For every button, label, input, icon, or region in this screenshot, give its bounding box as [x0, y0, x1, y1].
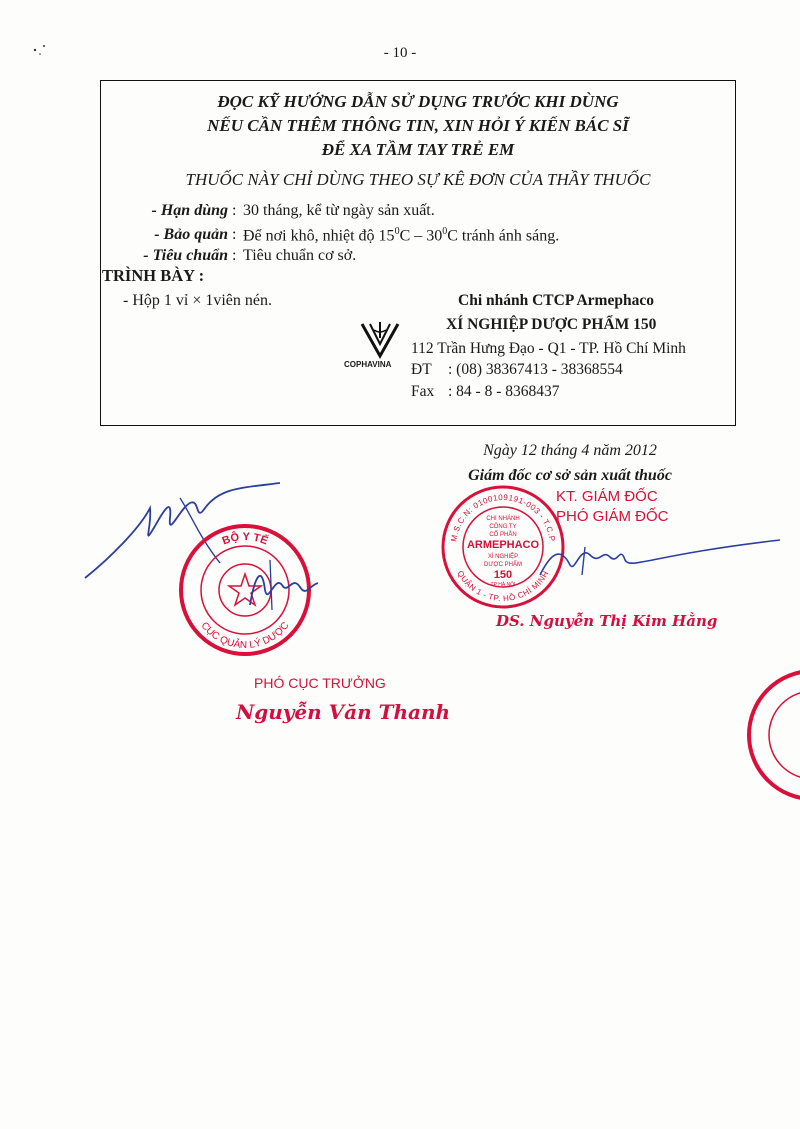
ministry-signature: [240, 555, 330, 615]
presentation-item: - Hộp 1 vỉ × 1viên nén.: [123, 292, 272, 309]
standard-label: - Tiêu chuẩn: [143, 247, 228, 264]
company-fax-label: Fax: [411, 383, 435, 400]
stamp-line: TP HÀ NỘI: [490, 582, 516, 588]
scan-speck: [30, 40, 60, 60]
stamp-line: CỔ PHẦN: [489, 532, 517, 538]
spec-colon: :: [232, 247, 237, 264]
spec-colon: :: [232, 202, 237, 219]
ministry-stamp-ring-top: BỘ Y TẾ: [220, 530, 270, 548]
stamp-line: XÍ NGHIỆP: [487, 554, 519, 560]
kt-director-title: KT. GIÁM ĐỐC: [556, 488, 658, 505]
company-signer-name: DS. Nguyễn Thị Kim Hằng: [496, 612, 718, 630]
page-number: - 10 -: [383, 45, 417, 61]
presentation-title: TRÌNH BÀY :: [102, 266, 205, 285]
warning-read-instructions: ĐỌC KỸ HƯỚNG DẪN SỬ DỤNG TRƯỚC KHI DÙNG: [217, 92, 619, 111]
company-branch: Chi nhánh CTCP Armephaco: [458, 292, 654, 309]
storage-value: Để nơi khô, nhiệt độ $15^0C - 30^0C$ tránh ánh sáng.: [243, 226, 560, 245]
ministry-stamp-ring-bottom: CỤC QUẢN LÝ DƯỢC: [198, 620, 292, 652]
company-fax: : 84 - 8 - 8368437: [448, 383, 560, 400]
warning-keep-from-children: ĐỂ XA TẦM TAY TRẺ EM: [321, 140, 515, 159]
shelf-life-label: - Hạn dùng: [151, 202, 228, 219]
warning-ask-doctor: NẾU CẦN THÊM THÔNG TIN, XIN HỎI Ý KIẾN BÁC SĨ: [207, 116, 629, 135]
deputy-director-title: PHÓ GIÁM ĐỐC: [556, 508, 669, 525]
storage-label: - Bảo quản: [154, 226, 228, 243]
stamp-line: 150: [493, 569, 513, 581]
company-factory: XÍ NGHIỆP DƯỢC PHẨM 150: [446, 316, 657, 333]
company-phone-label: ĐT: [411, 361, 432, 378]
spec-colon: :: [232, 226, 237, 243]
company-phone: : (08) 38367413 - 38368554: [448, 361, 623, 378]
partial-ministry-stamp: [738, 660, 800, 810]
deputy-director-signature: [530, 535, 790, 585]
stamp-line: DƯỢC PHẨM: [484, 562, 522, 568]
stamp-ring-bottom: QUẬN 1 - TP. HỒ CHÍ MINH: [455, 569, 551, 604]
approval-date: Ngày 12 tháng 4 năm 2012: [483, 442, 657, 459]
prescription-only-notice: THUỐC NÀY CHỈ DÙNG THEO SỰ KÊ ĐƠN CỦA THẦY THUỐC: [185, 170, 651, 189]
shelf-life-value: 30 tháng, kể từ ngày sản xuất.: [243, 202, 435, 219]
standard-value: Tiêu chuẩn cơ sở.: [243, 247, 357, 264]
director-title: Giám đốc cơ sở sản xuất thuốc: [468, 467, 672, 484]
ministry-official-title: PHÓ CỤC TRƯỞNG: [254, 675, 386, 691]
svg-text:BỘ Y TẾ: [221, 530, 270, 547]
stamp-line: CÔNG TY: [489, 524, 517, 530]
stamp-line: CHI NHÁNH: [486, 516, 520, 522]
cophavina-logo-text: COPHAVINA: [344, 360, 392, 369]
stamp-line: ARMEPHACO: [466, 539, 540, 551]
company-address: 112 Trần Hưng Đạo - Q1 - TP. Hồ Chí Minh: [411, 340, 686, 357]
stamp-ring-top: M.S.C.N: 0100109191-003 - T.C.P: [449, 492, 557, 543]
ministry-official-name: Nguyễn Văn Thanh: [236, 700, 451, 724]
